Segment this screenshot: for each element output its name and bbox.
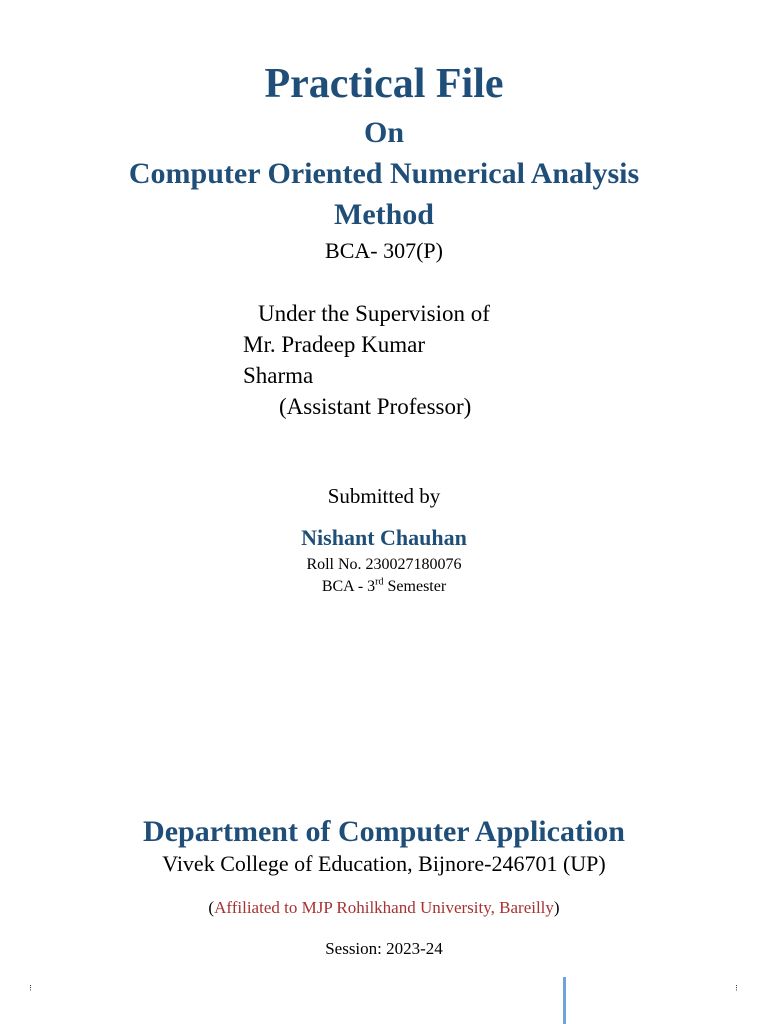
- student-name: Nishant Chauhan: [301, 525, 467, 550]
- subject-title-line-1: Computer Oriented Numerical Analysis: [128, 157, 640, 190]
- supervisor-role: (Assistant Professor): [279, 394, 472, 419]
- semester: [0, 577, 768, 597]
- department-name: Department of Computer Application: [143, 815, 625, 848]
- supervisor-name-line-1: Mr. Pradeep Kumar: [243, 332, 426, 357]
- document-title: Practical File: [264, 61, 504, 107]
- affiliation-open-paren: (: [208, 898, 215, 917]
- title-on-word: On: [363, 116, 405, 149]
- semester-suffix: Semester: [383, 578, 447, 595]
- page-corner-mark-left: ⁝: [29, 984, 32, 994]
- supervision-heading: Under the Supervision of: [258, 301, 490, 326]
- affiliation-note: [0, 897, 768, 919]
- affiliation-close-paren: ): [553, 898, 560, 917]
- course-code: BCA- 307(P): [325, 238, 443, 263]
- supervisor-name-line-2: Sharma: [243, 363, 314, 388]
- semester-prefix: BCA - 3: [321, 578, 376, 595]
- semester-ordinal-suffix: rd: [375, 576, 384, 588]
- roll-number: Roll No. 230027180076: [306, 556, 462, 573]
- page-corner-mark-right: ⁝: [735, 984, 738, 994]
- college-address: Vivek College of Education, Bijnore-246701 (UP): [162, 851, 606, 876]
- text-cursor: [563, 977, 566, 1024]
- submitted-by-label: Submitted by: [327, 484, 441, 508]
- session-year: Session: 2023-24: [325, 939, 443, 958]
- affiliation-text: Affiliated to MJP Rohilkhand University, Bareilly: [214, 898, 554, 917]
- subject-title-line-2: Method: [334, 198, 434, 231]
